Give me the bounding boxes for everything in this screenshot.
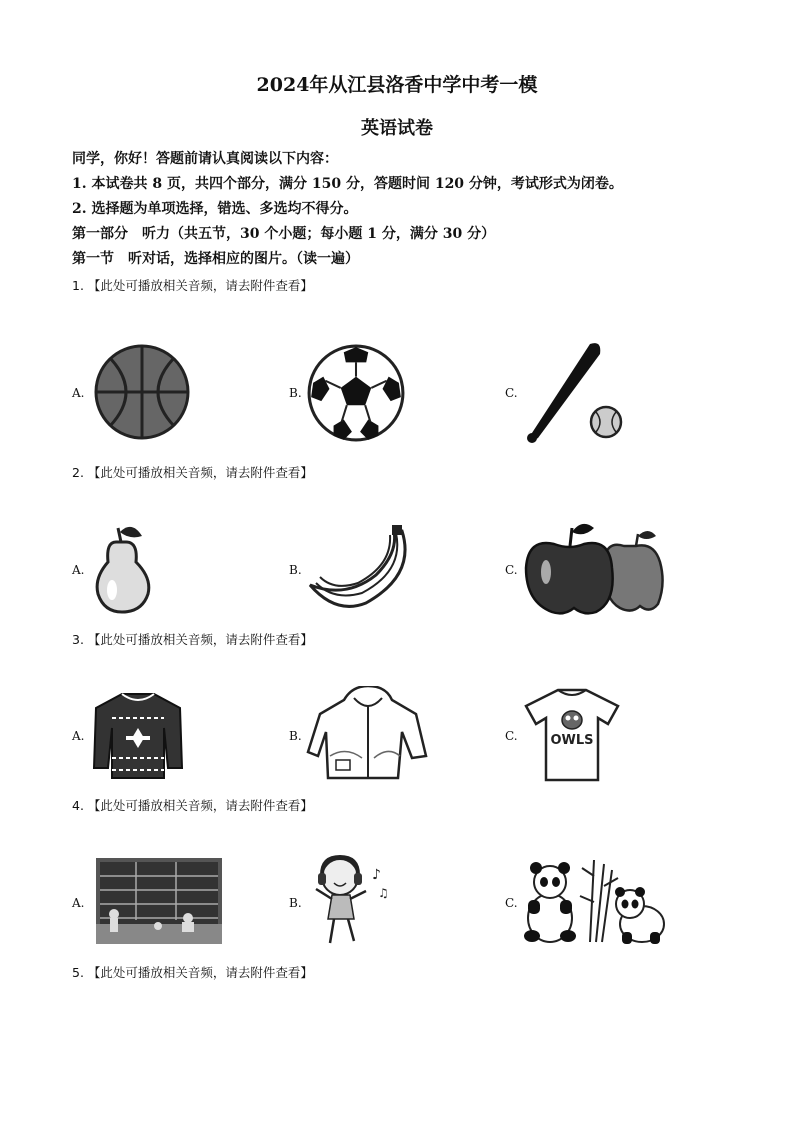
apple-icon <box>524 518 664 616</box>
option-b-label: B. <box>289 896 302 910</box>
panda-icon <box>524 856 668 946</box>
section-heading: 第一节 听对话，选择相应的图片。（读一遍） <box>72 251 359 267</box>
instruction-greeting: 同学，你好！答题前请认真阅读以下内容： <box>72 151 338 167</box>
option-a-label: A. <box>72 563 85 577</box>
question-3-label: 3. 【此处可播放相关音频，请去附件查看】 <box>72 632 313 647</box>
page-title: 2024年从江县洛香中学中考一模 <box>256 74 538 96</box>
option-c-label: C. <box>505 729 518 743</box>
t-shirt-icon <box>524 686 620 782</box>
svg-text:♫: ♫ <box>378 886 389 900</box>
option-b-label: B. <box>289 729 302 743</box>
t-shirt-text: OWLS <box>550 733 594 748</box>
svg-text:♪: ♪ <box>372 867 381 883</box>
sweater-icon <box>92 688 184 780</box>
banana-icon <box>306 525 418 613</box>
part-heading: 第一部分 听力（共五节，30 个小题；每小题 1 分，满分 30 分） <box>72 226 496 242</box>
question-2-label: 2. 【此处可播放相关音频，请去附件查看】 <box>72 465 313 480</box>
instruction-item-2: 2. 选择题为单项选择，错选、多选均不得分。 <box>72 201 358 217</box>
option-b-label: B. <box>289 563 302 577</box>
basketball-icon <box>92 342 192 442</box>
page-subtitle: 英语试卷 <box>361 118 433 139</box>
option-c-label: C. <box>505 896 518 910</box>
question-1-label: 1. 【此处可播放相关音频，请去附件查看】 <box>72 278 313 293</box>
jacket-icon <box>306 686 428 782</box>
option-a-label: A. <box>72 896 85 910</box>
option-b-label: B. <box>289 386 302 400</box>
option-c-label: C. <box>505 386 518 400</box>
option-a-label: A. <box>72 386 85 400</box>
instruction-item-1: 1. 本试卷共 8 页，共四个部分，满分 150 分，答题时间 120 分钟，考试形式为闭卷。 <box>72 176 623 192</box>
girl-music-icon <box>310 853 392 949</box>
baseball-bat-icon <box>520 338 630 446</box>
option-a-label: A. <box>72 729 85 743</box>
option-c-label: C. <box>505 563 518 577</box>
question-5-label: 5. 【此处可播放相关音频，请去附件查看】 <box>72 965 313 980</box>
pear-icon <box>92 522 154 614</box>
library-icon <box>96 858 222 944</box>
soccer-ball-icon <box>305 342 407 444</box>
question-4-label: 4. 【此处可播放相关音频，请去附件查看】 <box>72 798 313 813</box>
